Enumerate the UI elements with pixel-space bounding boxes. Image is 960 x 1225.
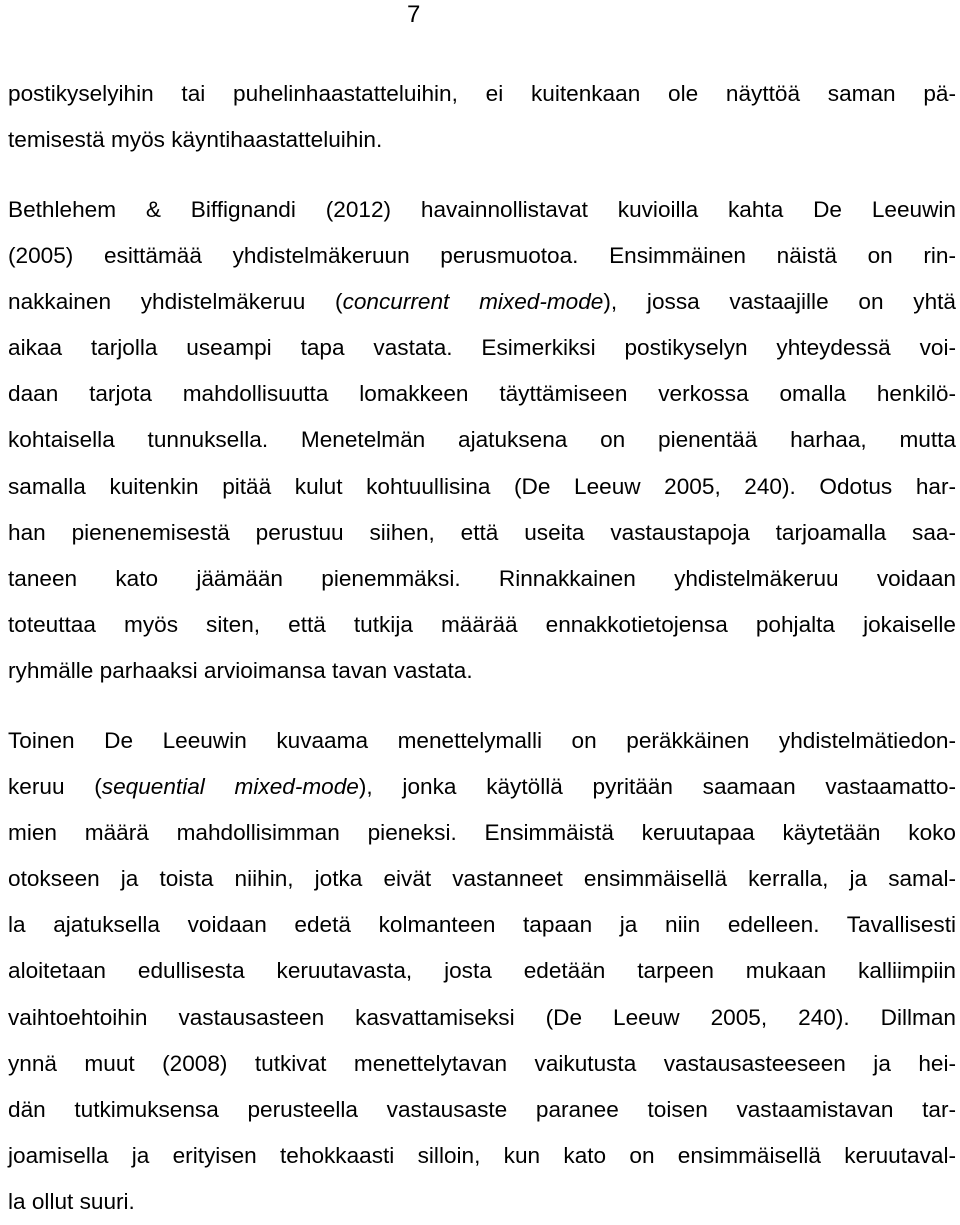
text-line: ynnä muut (2008) tutkivat menettelytavan vaikutusta vastausasteeseen ja hei- — [8, 1050, 956, 1076]
text-line: la ollut suuri. — [8, 1188, 135, 1214]
text-line: temisestä myös käyntihaastatteluihin. — [8, 127, 383, 153]
text-line: nakkainen yhdistelmäkeruu (concurrent mixed-mode), jossa vastaajille on yhtä — [8, 289, 956, 315]
text-line: ryhmälle parhaaksi arvioimansa tavan vastata. — [8, 657, 473, 683]
text-line: daan tarjota mahdollisuutta lomakkeen täyttämiseen verkossa omalla henkilö- — [8, 381, 956, 407]
text-line: Toinen De Leeuwin kuvaama menettelymalli on peräkkäinen yhdistelmätiedon- — [8, 728, 956, 753]
text-line: dän tutkimuksensa perusteella vastausaste paranee toisen vastaamistavan tar- — [8, 1096, 956, 1122]
italic-term: concurrent mixed-mode — [342, 289, 604, 315]
text-line: vaihtoehtoihin vastausasteen kasvattamiseksi (De Leeuw 2005, 240). Dillman — [8, 1004, 956, 1030]
text-line: mien määrä mahdollisimman pieneksi. Ensimmäistä keruutapaa käytetään koko — [8, 820, 956, 846]
text-line: aloitetaan edullisesta keruutavasta, josta edetään tarpeen mukaan kalliimpiin — [8, 958, 956, 984]
italic-term: sequential mixed-mode — [101, 774, 359, 800]
text-line: la ajatuksella voidaan edetä kolmanteen tapaan ja niin edelleen. Tavallisesti — [8, 912, 956, 938]
text-line: kohtaisella tunnuksella. Menetelmän ajatuksena on pienentää harhaa, mutta — [8, 427, 956, 453]
text-line: (2005) esittämää yhdistelmäkeruun perusmuotoa. Ensimmäinen näistä on rin- — [8, 243, 956, 269]
text-line: aikaa tarjolla useampi tapa vastata. Esimerkiksi postikyselyn yhteydessä voi- — [8, 335, 956, 361]
text-line: samalla kuitenkin pitää kulut kohtuullisina (De Leeuw 2005, 240). Odotus har- — [8, 473, 956, 499]
text-line: han pienenemisestä perustuu siihen, että useita vastaustapoja tarjoamalla saa- — [8, 519, 956, 545]
text-line: keruu (sequential mixed-mode), jonka käytöllä pyritään saamaan vastaamatto- — [8, 774, 956, 800]
paragraph-1 — [8, 71, 956, 163]
paragraph-2 — [8, 187, 956, 694]
text-line: Bethlehem & Biffignandi (2012) havainnollistavat kuvioilla kahta De Leeuwin — [8, 197, 956, 222]
text-line: joamisella ja erityisen tehokkaasti silloin, kun kato on ensimmäisellä keruutaval- — [8, 1142, 956, 1168]
text-line: toteuttaa myös siten, että tutkija määrää ennakkotietojensa pohjalta jokaiselle — [8, 611, 956, 637]
text-line: taneen kato jäämään pienemmäksi. Rinnakkainen yhdistelmäkeruu voidaan — [8, 565, 956, 591]
page-number: 7 — [407, 1, 421, 28]
paragraph-3 — [8, 718, 956, 1225]
text-line: otokseen ja toista niihin, jotka eivät vastanneet ensimmäisellä kerralla, ja samal- — [8, 866, 956, 892]
text-line: postikyselyihin tai puhelinhaastatteluihin, ei kuitenkaan ole näyttöä saman pä- — [8, 81, 956, 106]
